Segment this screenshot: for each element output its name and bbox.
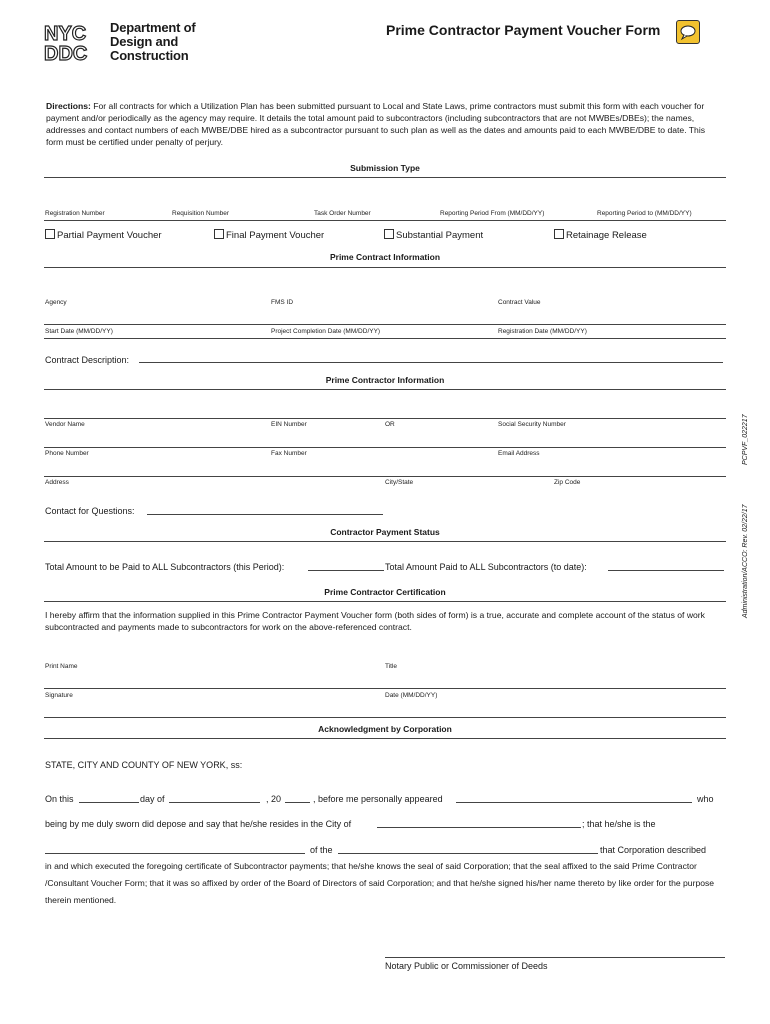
- checkbox-box[interactable]: [384, 229, 394, 239]
- svg-text:NYC: NYC: [44, 23, 87, 45]
- checkbox-label: Substantial Payment: [396, 230, 484, 241]
- corporation-input[interactable]: [338, 853, 598, 854]
- divider: [44, 688, 726, 689]
- registration-number-field[interactable]: Registration Number: [45, 210, 105, 217]
- print-name-field[interactable]: Print Name: [45, 663, 78, 670]
- divider: [44, 267, 726, 268]
- divider: [44, 738, 726, 739]
- checkbox-label: Partial Payment Voucher: [57, 230, 162, 241]
- phone-number-field[interactable]: Phone Number: [45, 450, 89, 457]
- registration-date-field[interactable]: Registration Date (MM/DD/YY): [498, 328, 587, 335]
- contact-questions-input[interactable]: [147, 514, 383, 515]
- certification-heading: Prime Contractor Certification: [324, 587, 446, 597]
- directions-text: For all contracts for which a Utilization Plan has been submitted pursuant to Local and State Laws, prime contractors must submit this form with each voucher for payment and/or periodically as the agency may require. It details the total amount paid to subcontractors (including subcontractors that are not MWBEs/DBEs); the names, addresses and contact numbers of each MWBE/DBE hired as a subcontractor pursuant to such plan as well as the dates and amounts paid to each MWBE/DBE to date. This form must be certified under penalty of perjury.: [46, 101, 706, 147]
- contact-questions-label: Contact for Questions:: [45, 506, 135, 516]
- prime-contract-heading: Prime Contract Information: [329, 252, 441, 262]
- nycddc-logo: [44, 22, 102, 62]
- dept-line-3: Construction: [110, 48, 189, 63]
- contract-description-label: Contract Description:: [45, 355, 130, 365]
- sworn-label: being by me duly sworn did depose and say that he/she resides in the City of: [45, 819, 352, 829]
- start-date-field[interactable]: Start Date (MM/DD/YY): [45, 328, 113, 335]
- divider: [44, 177, 726, 178]
- divider: [44, 717, 726, 718]
- email-address-field[interactable]: Email Address: [498, 450, 540, 457]
- substantial-payment-checkbox[interactable]: [384, 229, 483, 241]
- divider: [44, 220, 726, 221]
- divider: [44, 541, 726, 542]
- requisition-number-field[interactable]: Requisition Number: [172, 210, 230, 217]
- acknowledgment-heading: Acknowledgment by Corporation: [318, 724, 452, 734]
- period-total-input[interactable]: [308, 570, 384, 571]
- on-this-label: On this: [45, 794, 74, 804]
- certification-text: I hereby affirm that the information supplied in this Prime Contractor Payment Voucher form (both sides of form) is a true, accurate and complete account of the status of work subcontracted and payments made to subcontractors for work on the above-referenced contract.: [45, 610, 705, 632]
- form-code: PCPVF_022217: [742, 414, 749, 465]
- divider: [44, 324, 726, 325]
- partial-payment-checkbox[interactable]: [45, 229, 162, 241]
- vendor-name-field[interactable]: Vendor Name: [45, 421, 85, 428]
- position-input[interactable]: [45, 853, 305, 854]
- payment-status-heading: Contractor Payment Status: [330, 527, 440, 537]
- appeared-label: , before me personally appeared: [313, 794, 443, 804]
- state-line: STATE, CITY AND COUNTY OF NEW YORK, ss:: [45, 760, 243, 770]
- ssn-field[interactable]: Social Security Number: [498, 421, 566, 428]
- form-title: Prime Contractor Payment Voucher Form: [386, 22, 661, 38]
- cert-date-field[interactable]: Date (MM/DD/YY): [385, 692, 438, 699]
- submission-type-heading: Submission Type: [350, 163, 420, 173]
- retainage-release-checkbox[interactable]: [554, 229, 647, 241]
- directions: [46, 100, 716, 148]
- divider: [44, 476, 726, 477]
- comment-icon[interactable]: [676, 20, 700, 44]
- divider: [44, 418, 726, 419]
- completion-date-field[interactable]: Project Completion Date (MM/DD/YY): [271, 328, 381, 335]
- dept-line-2: Design and: [110, 34, 179, 49]
- agency-field[interactable]: Agency: [45, 299, 67, 306]
- divider: [44, 447, 726, 448]
- year-input[interactable]: [285, 802, 310, 803]
- reporting-period-from-field[interactable]: Reporting Period From (MM/DD/YY): [440, 210, 545, 217]
- fms-id-field[interactable]: FMS ID: [271, 299, 294, 306]
- contract-value-field[interactable]: Contract Value: [498, 299, 541, 306]
- that-is-label: ; that he/she is the: [582, 819, 656, 829]
- to-date-total-label: Total Amount Paid to ALL Subcontractors (to date):: [385, 562, 587, 572]
- divider: [44, 338, 726, 339]
- svg-text:DDC: DDC: [44, 43, 88, 62]
- ein-number-field[interactable]: EIN Number: [271, 421, 307, 428]
- who-label: who: [697, 794, 714, 804]
- notary-signature-line[interactable]: [385, 957, 725, 958]
- divider: [44, 601, 726, 602]
- corp-described-label: that Corporation described: [600, 845, 707, 855]
- twenty-label: , 20: [266, 794, 282, 804]
- to-date-total-input[interactable]: [608, 570, 724, 571]
- checkbox-box[interactable]: [45, 229, 55, 239]
- zip-code-field[interactable]: Zip Code: [554, 479, 581, 486]
- fax-number-field[interactable]: Fax Number: [271, 450, 307, 457]
- of-the-label: of the: [310, 845, 333, 855]
- notary-label: Notary Public or Commissioner of Deeds: [385, 961, 548, 971]
- contract-description-input[interactable]: [139, 362, 723, 363]
- directions-label: Directions:: [46, 101, 91, 111]
- divider: [44, 389, 726, 390]
- title-field[interactable]: Title: [385, 663, 398, 670]
- dept-line-1: Department of: [110, 20, 196, 35]
- acknowledgment-text: in and which executed the foregoing certificate of Subcontractor payments; that he/she knows the seal of said Corporation; that the seal affixed to the said Prime Contractor /Consultant Voucher Form; that it was so affixed by order of the Board of Directors of said Corporation; and that he/she signed his/her name thereto by like order for the purpose therein mentioned.: [45, 861, 715, 905]
- day-input[interactable]: [79, 802, 139, 803]
- city-input[interactable]: [377, 827, 581, 828]
- task-order-number-field[interactable]: Task Order Number: [314, 210, 371, 217]
- reporting-period-to-field[interactable]: Reporting Period to (MM/DD/YY): [597, 210, 692, 217]
- period-total-label: Total Amount to be Paid to ALL Subcontractors (this Period):: [45, 562, 285, 572]
- address-field[interactable]: Address: [45, 479, 69, 486]
- checkbox-box[interactable]: [554, 229, 564, 239]
- checkbox-label: Final Payment Voucher: [226, 230, 325, 241]
- checkbox-label: Retainage Release: [566, 230, 647, 241]
- prime-contractor-heading: Prime Contractor Information: [325, 375, 445, 385]
- appeared-name-input[interactable]: [456, 802, 692, 803]
- day-of-label: day of: [140, 794, 165, 804]
- revision-note: Administration/ACCO: Rev. 02/22/17: [742, 504, 749, 618]
- or-label: OR: [385, 421, 395, 428]
- month-input[interactable]: [169, 802, 260, 803]
- final-payment-checkbox[interactable]: [214, 229, 324, 241]
- department-name: [110, 21, 196, 63]
- signature-field[interactable]: Signature: [45, 692, 73, 699]
- city-state-field[interactable]: City/State: [385, 479, 414, 486]
- checkbox-box[interactable]: [214, 229, 224, 239]
